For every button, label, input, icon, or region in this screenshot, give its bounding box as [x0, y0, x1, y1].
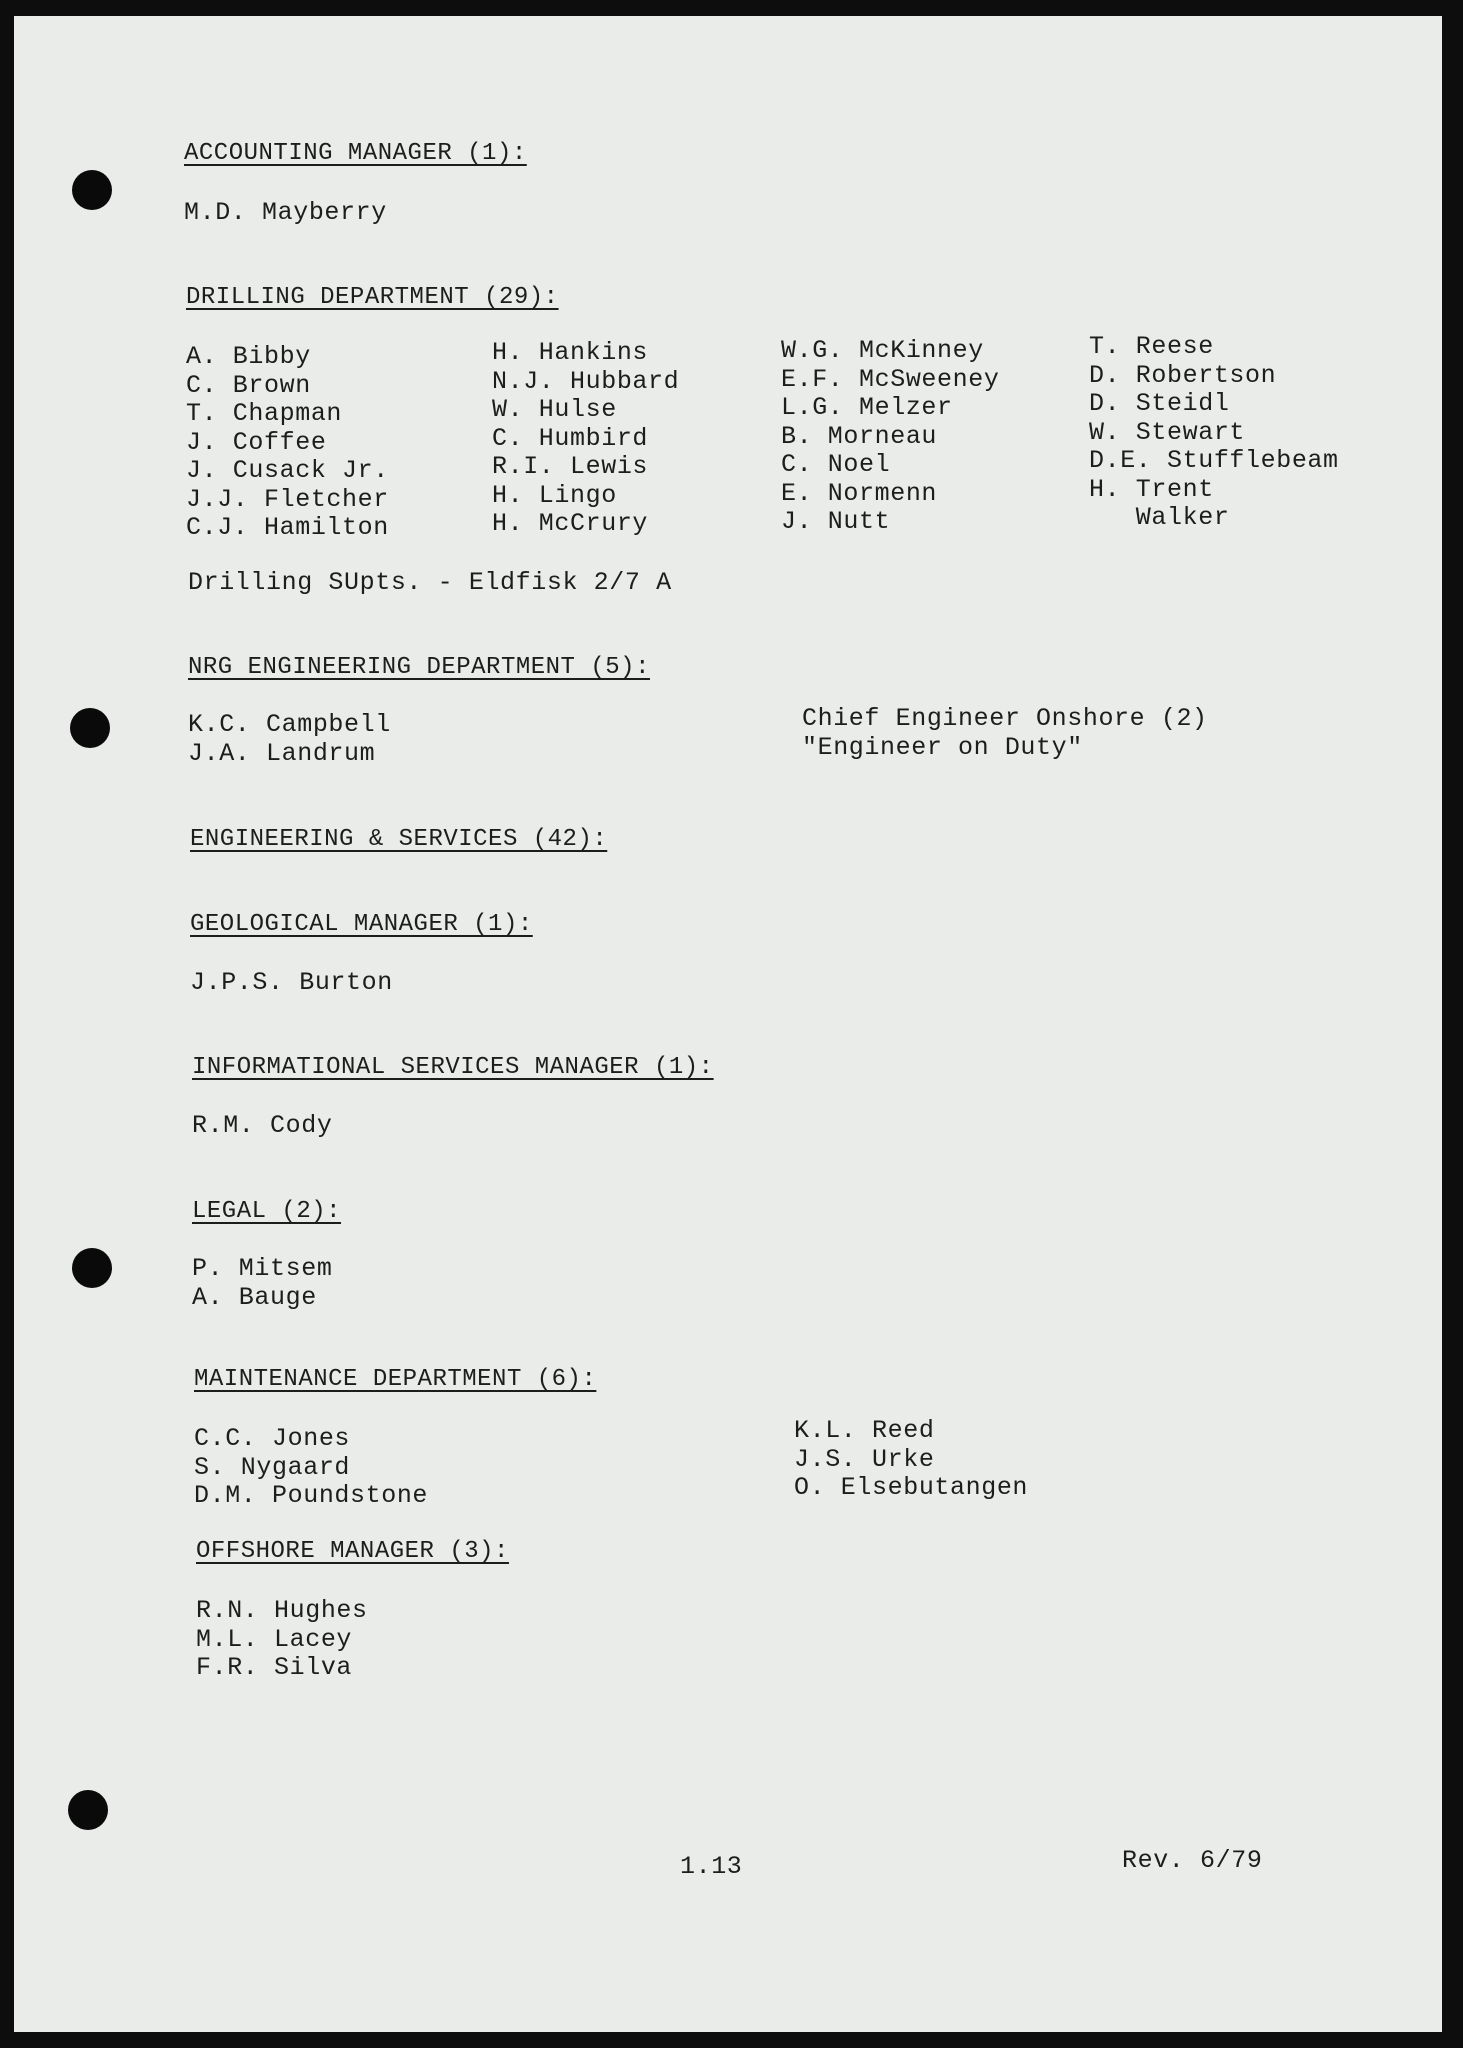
- person-name: K.L. Reed: [794, 1416, 935, 1445]
- section-heading-accounting: ACCOUNTING MANAGER (1):: [184, 140, 527, 167]
- person-name: M.L. Lacey: [196, 1624, 353, 1654]
- page-number: 1.13: [680, 1852, 743, 1881]
- section-heading-drilling: DRILLING DEPARTMENT (29):: [186, 284, 559, 311]
- role-label: Chief Engineer Onshore (2): [802, 704, 1208, 733]
- person-name: P. Mitsem: [192, 1254, 333, 1283]
- role-label: "Engineer on Duty": [802, 732, 1083, 762]
- person-name: H. Trent: [1089, 474, 1214, 504]
- punch-hole: [70, 708, 110, 748]
- nrg-right: [802, 704, 1208, 761]
- person-name: T. Chapman: [186, 399, 343, 428]
- section-heading-legal: LEGAL (2):: [192, 1198, 342, 1225]
- person-name: J.A. Landrum: [188, 738, 376, 768]
- section-heading-informational: INFORMATIONAL SERVICES MANAGER (1):: [192, 1054, 714, 1081]
- person-name: B. Morneau: [781, 421, 938, 451]
- person-name: O. Elsebutangen: [794, 1473, 1029, 1502]
- person-name: R.N. Hughes: [196, 1596, 368, 1625]
- section-heading-nrg: NRG ENGINEERING DEPARTMENT (5):: [188, 654, 650, 681]
- person-name: A. Bibby: [186, 342, 311, 371]
- person-name: L.G. Melzer: [781, 393, 953, 422]
- document-page: [14, 16, 1442, 2032]
- person-name: J. Nutt: [781, 507, 891, 536]
- drilling-note: Drilling SUpts. - Eldfisk 2/7 A: [188, 568, 672, 597]
- person-name: F.R. Silva: [196, 1653, 353, 1682]
- punch-hole: [68, 1790, 108, 1830]
- person-name: K.C. Campbell: [188, 710, 391, 739]
- person-name: M.D. Mayberry: [184, 198, 387, 227]
- person-name: A. Bauge: [192, 1282, 317, 1312]
- drilling-column-2: [492, 338, 679, 538]
- person-name: C. Humbird: [492, 423, 649, 453]
- person-name: C.C. Jones: [194, 1424, 351, 1453]
- person-name: R.M. Cody: [192, 1111, 333, 1140]
- person-name: Walker: [1089, 503, 1230, 532]
- person-name: R.I. Lewis: [492, 452, 649, 481]
- person-name: J. Coffee: [186, 427, 327, 457]
- section-heading-engineering: ENGINEERING & SERVICES (42):: [190, 826, 608, 853]
- punch-hole: [72, 170, 112, 210]
- person-name: S. Nygaard: [194, 1452, 351, 1482]
- drilling-column-1: [186, 342, 389, 542]
- person-name: E.F. McSweeney: [781, 364, 1000, 394]
- person-name: J.J. Fletcher: [186, 484, 389, 514]
- person-name: E. Normenn: [781, 478, 938, 508]
- drilling-column-4: [1089, 332, 1339, 532]
- offshore-names: [196, 1596, 368, 1682]
- person-name: H. Lingo: [492, 480, 617, 510]
- person-name: D.M. Poundstone: [194, 1481, 429, 1510]
- section-heading-offshore: OFFSHORE MANAGER (3):: [196, 1538, 509, 1565]
- punch-hole: [72, 1248, 112, 1288]
- person-name: C. Brown: [186, 370, 311, 400]
- legal-names: [192, 1254, 332, 1311]
- person-name: C.J. Hamilton: [186, 513, 389, 542]
- section-heading-maintenance: MAINTENANCE DEPARTMENT (6):: [194, 1366, 597, 1393]
- revision-label: Rev. 6/79: [1122, 1846, 1263, 1875]
- maintenance-right: [794, 1416, 1028, 1502]
- person-name: W.G. McKinney: [781, 336, 984, 365]
- person-name: N.J. Hubbard: [492, 366, 680, 396]
- maintenance-left: [194, 1424, 428, 1510]
- drilling-column-3: [781, 336, 999, 536]
- person-name: W. Stewart: [1089, 417, 1246, 447]
- person-name: J.S. Urke: [794, 1444, 935, 1474]
- person-name: T. Reese: [1089, 332, 1214, 361]
- person-name: H. McCrury: [492, 509, 649, 538]
- person-name: W. Hulse: [492, 395, 617, 424]
- person-name: J. Cusack Jr.: [186, 456, 389, 485]
- person-name: H. Hankins: [492, 338, 649, 367]
- person-name: D.E. Stufflebeam: [1089, 446, 1339, 475]
- section-heading-geological: GEOLOGICAL MANAGER (1):: [190, 911, 533, 938]
- nrg-names: [188, 710, 391, 767]
- person-name: D. Robertson: [1089, 360, 1277, 390]
- person-name: D. Steidl: [1089, 389, 1230, 418]
- person-name: C. Noel: [781, 450, 891, 479]
- person-name: J.P.S. Burton: [190, 968, 393, 997]
